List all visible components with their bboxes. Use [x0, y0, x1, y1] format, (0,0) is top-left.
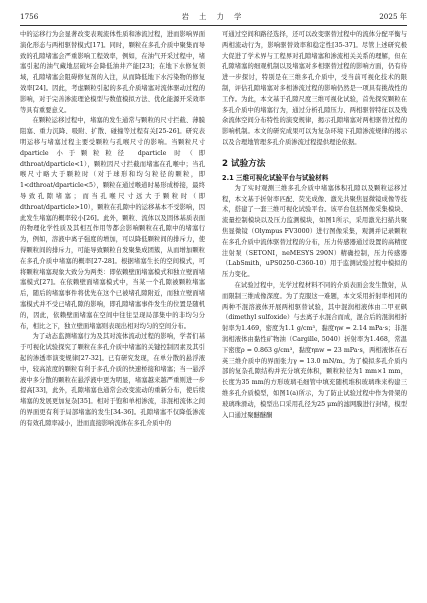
body-paragraph: 中的运移行为会显著改变表观流体性质和渗流过程，进而影响界面演化形态与两相驱替模式[17]。同时，颗粒在多孔介质中聚集而导致的孔隙堵塞会严重影响工程效率，例如，在油气开采过程中，堵塞引起的油气藏地层破坏会降低油井产能[23]；在地下水修复领域，孔隙堵塞会阻碍修复剂的入注，从而降低地下水污染物的修复效率[24]。因此，考虑颗粒引起的多孔介质堵塞对流体驱动过程的影响，对于完善渗流理论模型与数值模拟方法、优化能源开采效率等具有重要意义。 [20, 31, 205, 114]
left-column [20, 30, 205, 429]
body-paragraph: 为了实时观测三维多孔介质中堵塞体积孔隙以及颗粒运移过程，本文基于折射率匹配、荧光成像、激光共聚焦显微镜成像等技术，搭建了一套三维可视化试验平台。该平台包括图像采集模块、流量控制模块以及压力监测模块，如图1所示，采用激光扫描共聚焦显微镜（Olympus FV3000）进行图像采集，观测并记录颗粒在多孔介质中流体驱替过程的分布，压力传感器通过设置的高精度注射泵（SETONI，neMESYS 290N）精确控制，压力传感器（LabSmith，uPS0250-C360-10）用于监测试验过程中模拟的压力变化。 [222, 184, 407, 279]
body-paragraph: 在颗粒运移过程中，堵塞的发生通常与颗粒的尺寸拦截、薄膜阻塞、重力沉降、吸附、扩散、碰撞等过程有关[25-26]。研究表明运移与堵塞过程主要受颗粒与孔喉尺寸的影响。当颗粒尺寸 dparticle 小于颗粒粒径 dparticle 时（即 dthroat/dparticle<1），颗粒因尺寸拦截而堵塞在孔喉中；当孔喉尺寸略大于颗粒时（对于球形和均匀粒径的颗粒，即1<dthroat/dparticle<5），颗粒在通过喉道时易形成桥接，最终导致孔隙堵塞；而当孔喉尺寸远大于颗粒时（即 dthroat/dparticle>10），颗粒在孔隙中的运移基本不受影响，因此发生堵塞的概率较小[26]。此外，颗粒、流体以及固体基质表面的物理化学性质及其相互作用等都会影响颗粒在孔隙中的堵塞行为，例如，溶液中离子强度的增加，可以降低颗粒间的排斥力，使得颗粒间的排斥力，可能导致颗粒自发聚集成团簇，从而增加颗粒在多孔介质中堵塞的概率[27-28]。根据堵塞生长的空间模式，可将颗粒堵塞现象大致分为两类：即依赖壁面堵塞模式和独立壁面堵塞模式[27]。在依赖壁面堵塞模式中，当某一个孔隙被颗粒堵塞后，随后的堵塞事件将优先在这个已被堵孔隙附近，而独立壁面堵塞模式并不受已堵孔隙的影响，即孔隙堵塞事件发生的位置是随机的，因此，依赖壁面堵塞在空间中往往呈现局部集中的非均匀分布，相比之下，独立壁面堵塞则表现出相对均匀的空间分布。 [20, 117, 205, 330]
publication-year: 2025 年 [379, 12, 407, 21]
body-paragraph: 可通过空间和路径选择，还可以改变驱替过程中的流体分配平衡与两相流动行为，影响驱替效率和稳定性[35-37]。尽管上述研究极大促进了学术界与工程界对孔隙堵塞和渗流相关关系的理解，但在孔隙堵塞的细观机制以及堵塞对多相驱替过程的影响方面，仍有待进一步探讨，特别是在三维多孔介质中，受当前可视化技术的限制，评估孔隙堵塞对多相渗流过程的影响仍然是一项具有挑战性的工作。为此，本文基于孔隙尺度三维可视化试验，首先探究颗粒在多孔介质中的堵塞行为，通过分析孔隙压力、两相驱替特征以及残余流体空间分布特性的演变规律，揭示孔隙堵塞对两相驱替过程的影响机制。本文的研究成果可以为复杂环境下孔隙渗流规律的揭示以及合理地管理多孔介质渗流过程提供理论依据。 [222, 31, 407, 146]
page-number: 1756 [20, 12, 39, 21]
running-header [20, 12, 407, 24]
section-heading: 2 试验方法 [222, 158, 266, 169]
right-column [222, 30, 407, 421]
subsection-heading: 2.1 三维可视化试验平台与试验材料 [222, 173, 329, 182]
journal-name: 岩 土 力 学 [181, 12, 246, 21]
body-paragraph: 为了动态监测堵塞行为及其对流体流动过程的影响，学者们基于可视化试验探究了颗粒在多孔介质中堵塞的关键控制因素及其引起的渗透率演变规律[27-32]。已有研究发现，在单分散的悬浮液中，较高浓度的颗粒有利于多孔介质的快速桥接和堵塞；当一悬浮液中多分散的颗粒在悬浮液中更为明显，堵塞越来越严重则进一步提高[33]，此外，孔隙堵塞也通常会改变流动的重新分布，使后续堵塞的发展更加复杂[35]。相对于饱和单相渗流，非混相流体之间的界面更有利于局部堵塞的发生[34-36]。孔隙堵塞不仅降低渗流的有效孔隙率减小，进而直接影响流体在多孔介质中的 [20, 333, 205, 427]
body-paragraph: 在试验过程中，光学过程材料不同的介质表面会发生散射，从而限制三维成像深度。为了克服这一难题，本文采用折射率相同的两种不混溶液体开展两相驱替试验，其中混润相液体由二甲亚砜（dimethyl sulfoxide）与去离子水混合而成，混合后的混润相折射率为1.469，密度为1.1 g/cm³，黏度ηw = 2.14 mPa·s；非混润相液体由黏性矿物油（Cargille, 5040）折射率为1.468，常温下密度ρ = 0.863 g/cm³，黏度ηnw = 23 mPa·s，两相液体在石英三维介质中的界面张力γ = 13.0 mN/m。为了模拟多孔介质内部的复杂孔隙结构并充分填充体积，颗粒粒径为1 mm×1 mm，长度为35 mm的方形玻璃毛细管中填充随机堆积玻璃珠来构建三维多孔介质模型，如图1(a)所示，为了防止试验过程中作为骨架的玻璃珠滑动，模型出口采用孔径为25 μm的滤网膜进行封堵，模型入口通过聚醚醚酮 [222, 281, 407, 419]
header-rule [20, 25, 407, 26]
